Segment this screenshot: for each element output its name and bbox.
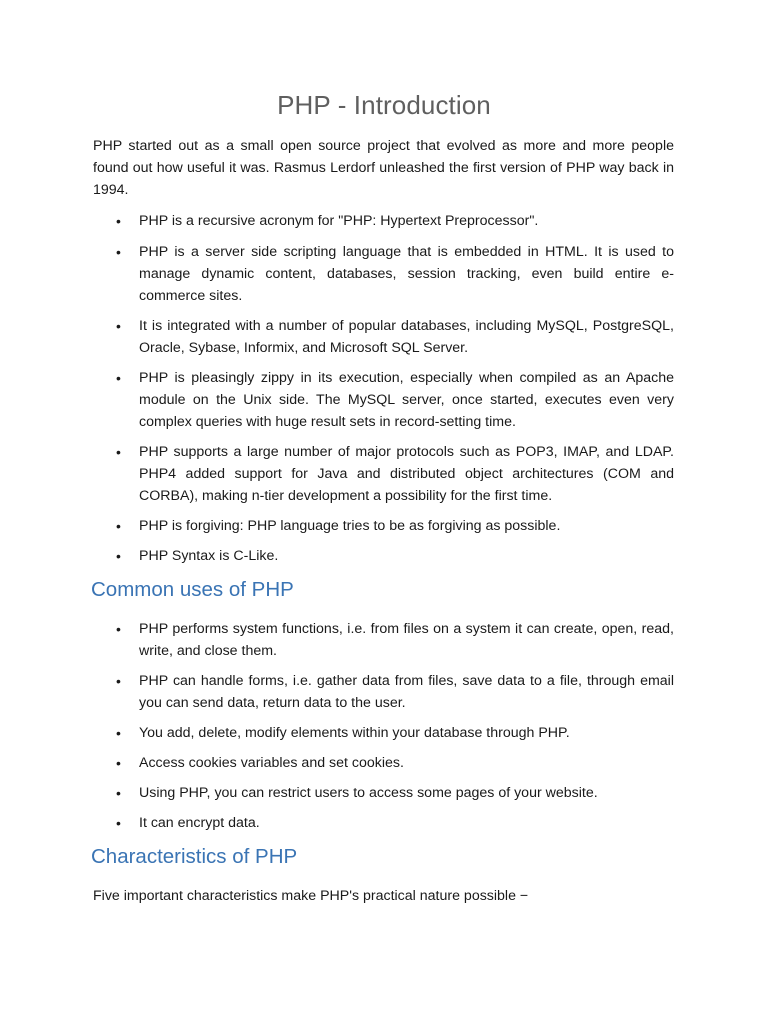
list-item: • Using PHP, you can restrict users to access some pages of your website. xyxy=(139,782,674,804)
list-item: • It can encrypt data. xyxy=(139,812,674,834)
list-item: • PHP performs system functions, i.e. from files on a system it can create, open, read, write, and close them. xyxy=(139,618,674,662)
list-item: • PHP is a recursive acronym for "PHP: Hypertext Preprocessor". xyxy=(139,210,674,232)
page-title: PHP - Introduction xyxy=(277,90,491,120)
list-item: • PHP can handle forms, i.e. gather data from files, save data to a file, through email you can send data, return data to the user. xyxy=(139,670,674,714)
list-item: • PHP is forgiving: PHP language tries to be as forgiving as possible. xyxy=(139,515,674,537)
features-list xyxy=(0,210,674,567)
section-heading-characteristics: Characteristics of PHP xyxy=(91,845,298,868)
uses-list xyxy=(0,618,674,834)
list-item: • You add, delete, modify elements within your database through PHP. xyxy=(139,722,674,744)
list-item: • It is integrated with a number of popular databases, including MySQL, PostgreSQL, Oracle, Sybase, Informix, and Microsoft SQL Server. xyxy=(139,315,674,359)
list-item: • Access cookies variables and set cookies. xyxy=(139,752,674,774)
list-item: • PHP Syntax is C-Like. xyxy=(139,545,674,567)
list-item: • PHP supports a large number of major protocols such as POP3, IMAP, and LDAP. PHP4 added support for Java and distributed object architectures (COM and CORBA), making n-tier development a possibility for the first time. xyxy=(139,441,674,507)
list-item: • PHP is pleasingly zippy in its execution, especially when compiled as an Apache module on the Unix side. The MySQL server, once started, executes even very complex queries with huge result sets in record-setting time. xyxy=(139,367,674,433)
characteristics-intro: Five important characteristics make PHP's practical nature possible − xyxy=(93,888,529,904)
section-heading-uses: Common uses of PHP xyxy=(91,578,294,601)
intro-paragraph: PHP started out as a small open source project that evolved as more and more people found out how useful it was. Rasmus Lerdorf unleashed the first version of PHP way back in 1994. xyxy=(93,138,674,198)
list-item: • PHP is a server side scripting language that is embedded in HTML. It is used to manage dynamic content, databases, session tracking, even build entire e-commerce sites. xyxy=(139,241,674,307)
